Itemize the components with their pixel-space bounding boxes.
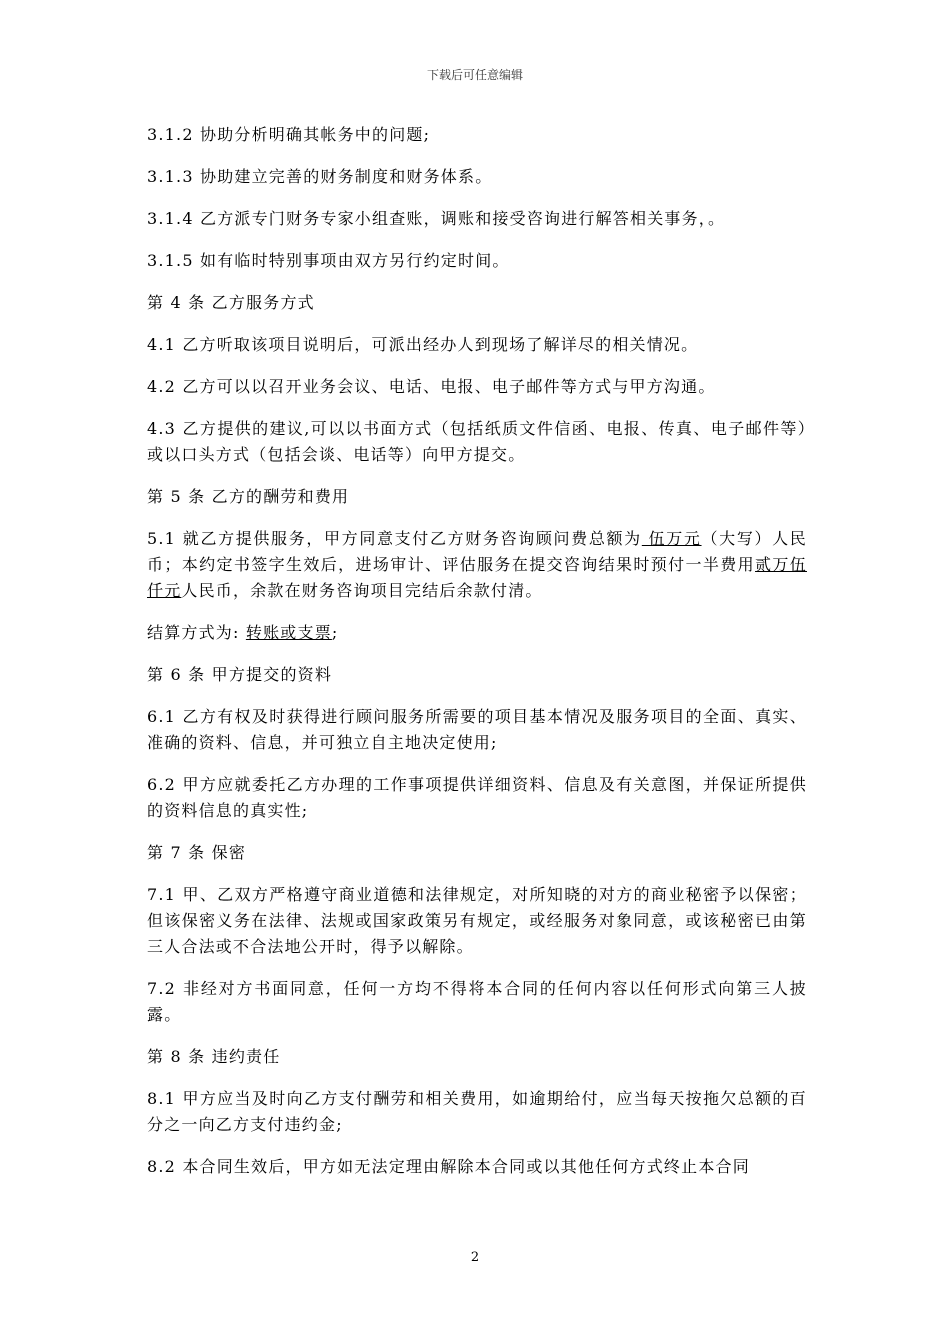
clause-7-2: 7.2 非经对方书面同意，任何一方均不得将本合同的任何内容以任何形式向第三人披露。 — [147, 979, 807, 1024]
fee-amount: 伍万元 — [641, 529, 702, 548]
page-header: 下载后可任意编辑 — [426, 68, 523, 82]
article-6-heading: 第 6 条 甲方提交的资料 — [147, 665, 333, 684]
clause-5-1 — [147, 526, 807, 604]
clause-3-1-4: 3.1.4 乙方派专门财务专家小组查账，调账和接受咨询进行解答相关事务，。 — [147, 209, 726, 228]
clause-3-1-5: 3.1.5 如有临时特别事项由双方另行约定时间。 — [147, 251, 510, 270]
clause-6-1: 6.1 乙方有权及时获得进行顾问服务所需要的项目基本情况及服务项目的全面、真实、准确的资料、信息，并可独立自主地决定使用; — [147, 707, 807, 752]
settlement-value: 转账或支票 — [245, 623, 332, 642]
settlement-label: 结算方式为: — [147, 623, 246, 642]
clause-4-1: 4.1 乙方听取该项目说明后，可派出经办人到现场了解详尽的相关情况。 — [147, 335, 699, 354]
clause-5-1-text-c: 人民币，余款在财务咨询项目完结后余款付清。 — [181, 581, 543, 600]
page-number: 2 — [470, 1250, 480, 1265]
clause-4-2: 4.2 乙方可以以召开业务会议、电话、电报、电子邮件等方式与甲方沟通。 — [147, 377, 716, 396]
document-body — [147, 122, 807, 1196]
article-7-heading: 第 7 条 保密 — [147, 843, 247, 862]
settlement-method — [147, 620, 807, 646]
clause-7-1: 7.1 甲、乙双方严格遵守商业道德和法律规定，对所知晓的对方的商业秘密予以保密；但该保密义务在法律、法规或国家政策另有规定，或经服务对象同意，或该秘密已由第三人合法或不合法地公开时，得予以解除。 — [147, 885, 807, 956]
clause-3-1-2: 3.1.2 协助分析明确其帐务中的问题; — [147, 125, 431, 144]
article-5-heading: 第 5 条 乙方的酬劳和费用 — [147, 487, 350, 506]
settlement-end: ; — [331, 623, 339, 642]
clause-8-2: 8.2 本合同生效后，甲方如无法定理由解除本合同或以其他任何方式终止本合同 — [147, 1157, 750, 1176]
clause-5-1-text-b: （大写）人民币；本约定书签字生效后，进场审计、评估服务在提交咨询结果时预付一半费用 — [147, 529, 808, 574]
clause-3-1-3: 3.1.3 协助建立完善的财务制度和财务体系。 — [147, 167, 493, 186]
clause-8-1: 8.1 甲方应当及时向乙方支付酬劳和相关费用，如逾期给付，应当每天按拖欠总额的百分之一向乙方支付违约金; — [147, 1089, 807, 1134]
clause-6-2: 6.2 甲方应就委托乙方办理的工作事项提供详细资料、信息及有关意图，并保证所提供的资料信息的真实性; — [147, 775, 807, 820]
article-4-heading: 第 4 条 乙方服务方式 — [147, 293, 315, 312]
prepay-amount: 贰万伍仟元 — [147, 555, 807, 600]
article-8-heading: 第 8 条 违约责任 — [147, 1047, 281, 1066]
clause-4-3: 4.3 乙方提供的建议,可以以书面方式（包括纸质文件信函、电报、传真、电子邮件等）或以口头方式（包括会谈、电话等）向甲方提交。 — [147, 419, 807, 464]
clause-5-1-text-a: 5.1 就乙方提供服务，甲方同意支付乙方财务咨询顾问费总额为 — [147, 529, 642, 548]
